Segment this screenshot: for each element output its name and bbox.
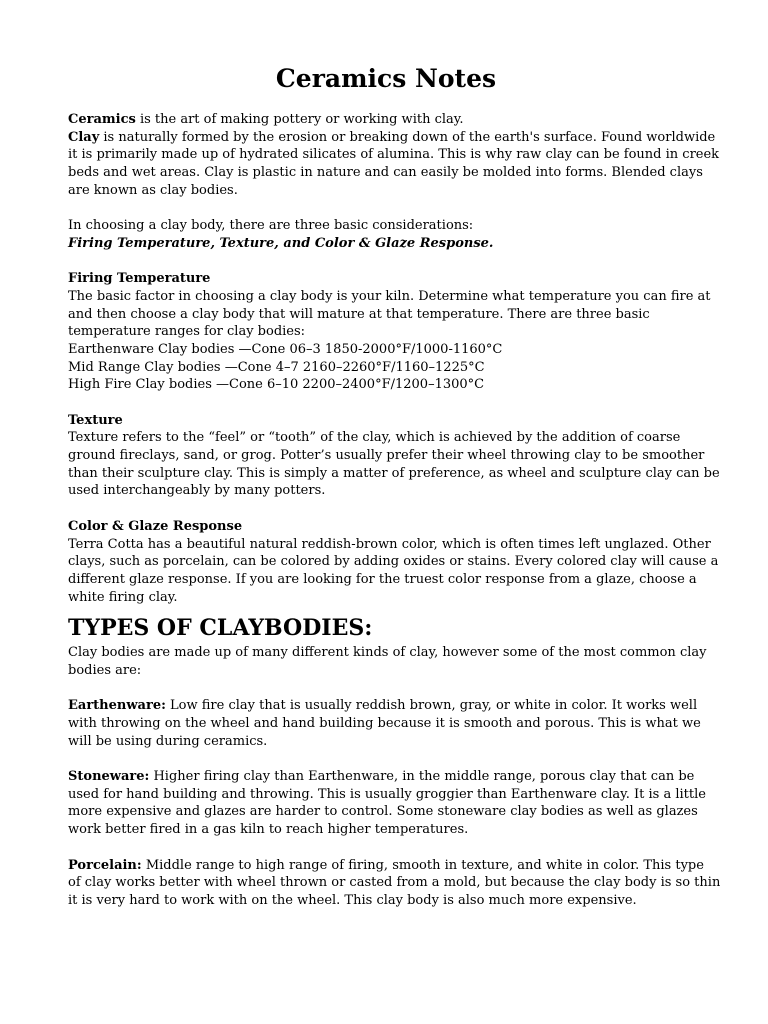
texture-section — [68, 412, 720, 500]
clay-definition-line — [68, 129, 716, 147]
stoneware-line — [68, 768, 704, 786]
ceramics-def-text: is the art of making pottery or working with clay. — [135, 112, 464, 127]
section-heading: Texture — [68, 412, 123, 428]
text-line: used interchangeably by many potters. — [68, 483, 326, 499]
text-line: beds and wet areas. Clay is plastic in nature and can easily be molded into forms. Blended clays — [68, 165, 703, 181]
text-line: different glaze response. If you are looking for the truest color response from a glaze, choose a — [68, 571, 697, 587]
text-line: temperature ranges for clay bodies: — [68, 324, 306, 340]
earthenware-section — [68, 697, 704, 750]
text-line: Texture refers to the “feel” or “tooth” of the clay, which is achieved by the addition of coarse — [68, 430, 681, 446]
text-line: will be using during ceramics. — [68, 733, 268, 749]
stoneware-section — [68, 768, 704, 839]
text-line: clays, such as porcelain, can be colored by adding oxides or stains. Every colored clay will cause a — [68, 554, 719, 570]
text-line: with throwing on the wheel and hand building because it is smooth and porous. This is what we — [68, 716, 701, 731]
color-section — [68, 518, 719, 606]
temperature-range: Earthenware Clay bodies —Cone 06–3 1850-2000°F/1000-1160°C — [68, 341, 503, 357]
ceramics-term: Ceramics — [68, 112, 136, 127]
section-heading: Firing Temperature — [68, 271, 211, 287]
text-line: ground fireclays, sand, or grog. Potter’s usually prefer their wheel throwing clay to be smoother — [68, 448, 705, 464]
clay-term: Clay — [68, 129, 100, 145]
earthenware-term: Earthenware: — [68, 698, 166, 714]
types-intro — [68, 644, 707, 679]
text-line: In choosing a clay body, there are three basic considerations: — [68, 218, 474, 234]
clay-def-text: is naturally formed by the erosion or breaking down of the earth's surface. Found worldwide — [99, 129, 716, 145]
text-line: Clay bodies are made up of many different kinds of clay, however some of the most common clay — [68, 645, 707, 661]
text-line: Terra Cotta has a beautiful natural reddish-brown color, which is often times left unglazed. Other — [68, 536, 711, 552]
section-heading: Color & Glaze Response — [68, 518, 243, 534]
text-line: The basic factor in choosing a clay body is your kiln. Determine what temperature you can fire at — [68, 288, 711, 304]
text-line: bodies are: — [68, 662, 142, 678]
stoneware-term: Stoneware: — [68, 769, 150, 785]
document-page — [68, 60, 721, 910]
text-line: of clay works better with wheel thrown or casted from a mold, but because the clay body is so thin — [68, 875, 721, 891]
ceramics-definition — [68, 111, 704, 129]
text-line: used for hand building and throwing. This is usually groggier than Earthenware clay. It is a little — [68, 786, 706, 802]
page-title: Ceramics Notes — [275, 64, 497, 93]
text-line: and then choose a clay body that will mature at that temperature. There are three basic — [68, 306, 650, 322]
intro-paragraph — [68, 111, 720, 199]
text-line: than their sculpture clay. This is simply a matter of preference, as wheel and sculpture clay can be — [68, 465, 720, 481]
text-line: work better fired in a gas kiln to reach higher temperatures. — [68, 822, 469, 838]
considerations-paragraph — [68, 217, 704, 252]
text-line: white firing clay. — [68, 589, 178, 605]
text-line: more expensive and glazes are harder to control. Some stoneware clay bodies as well as glazes — [68, 804, 698, 820]
text-line: it is primarily made up of hydrated silicates of alumina. This is why raw clay can be found in creek — [68, 147, 720, 163]
text-line: are known as clay bodies. — [68, 182, 238, 198]
firing-section — [68, 270, 711, 394]
considerations-list: Firing Temperature, Texture, and Color & Glaze Response. — [68, 235, 494, 251]
porcelain-line — [68, 857, 704, 875]
text-span: Low fire clay that is usually reddish brown, gray, or white in color. It works well — [165, 698, 698, 714]
porcelain-section — [68, 857, 721, 910]
types-heading: TYPES OF CLAYBODIES: — [68, 615, 373, 642]
temperature-range: High Fire Clay bodies —Cone 6–10 2200–2400°F/1200–1300°C — [68, 377, 485, 393]
earthenware-line — [68, 697, 704, 715]
temperature-range: Mid Range Clay bodies —Cone 4–7 2160–2260°F/1160–1225°C — [68, 359, 485, 375]
porcelain-term: Porcelain: — [68, 857, 142, 873]
text-line: it is very hard to work with on the wheel. This clay body is also much more expensive. — [68, 892, 637, 908]
text-span: Middle range to high range of firing, smooth in texture, and white in color. This type — [141, 857, 704, 873]
text-span: Higher firing clay than Earthenware, in the middle range, porous clay that can be — [149, 769, 695, 785]
